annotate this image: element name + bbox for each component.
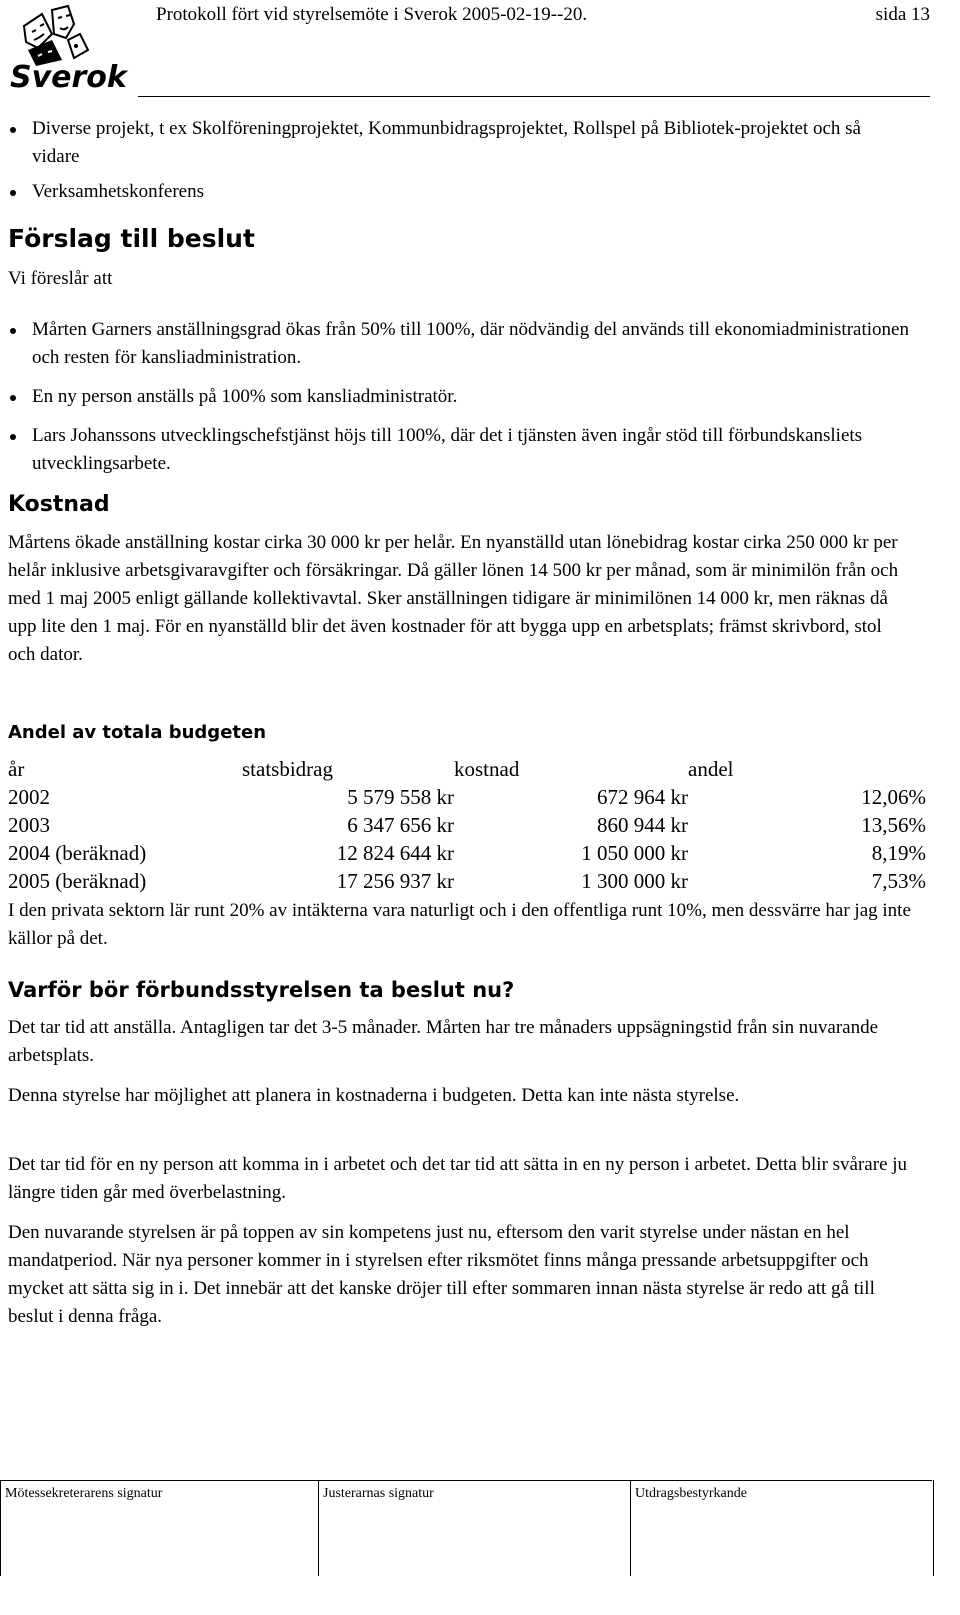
column-header-kostnad: kostnad xyxy=(454,757,520,781)
kostnad-paragraph: Mårtens ökade anställning kostar cirka 30 000 kr per helår. En nyanställd utan lönebidrag kostar cirka 250 000 kr per helår inklusive arbetsgivaravgifter och försäkringar. Då gäller lönen 14 500 kr per månad, som är minimilön från och med 1 maj 2005 enligt gällande kollektivavtal. Sker anställningen tidigare är minimilönen 14 000 kr, men räknas då upp lite den 1 maj. För en nyanställd blir det även kostnader för att bygga upp en arbetsplats; främst skrivbord, stol och dator. xyxy=(8,532,899,665)
list-item xyxy=(8,115,913,171)
header-divider xyxy=(138,96,930,97)
budget-note: I den privata sektorn lär runt 20% av intäkterna vara naturligt och i den offentliga runt 10%, men dessvärre har jag inte källor på det. xyxy=(8,900,911,949)
table-header-row xyxy=(8,755,926,783)
table-row xyxy=(8,839,926,867)
cell-andel: 13,56% xyxy=(861,813,926,837)
cell-kostnad: 860 944 kr xyxy=(597,813,688,837)
signature-box-secretary xyxy=(0,1480,319,1576)
signature-box-excerpt xyxy=(630,1480,934,1576)
header-title: Protokoll fört vid styrelsemöte i Sverok 2005-02-19--20. xyxy=(156,4,588,25)
cell-andel: 8,19% xyxy=(871,841,926,865)
table-row xyxy=(8,783,926,811)
list-item-text: Diverse projekt, t ex Skolföreningprojektet, Kommunbidragsprojektet, Rollspel på Bibliotek-projektet och så vidare xyxy=(32,118,861,167)
list-item-text: Verksamhetskonferens xyxy=(32,181,205,202)
cell-andel: 7,53% xyxy=(871,869,926,893)
varfor-paragraph: Denna styrelse har möjlighet att planera in kostnaderna i budgeten. Detta kan inte nästa styrelse. xyxy=(8,1085,740,1106)
project-bullet-list xyxy=(8,115,913,206)
list-item-text: En ny person anställs på 100% som kansliadministratör. xyxy=(32,386,458,407)
column-header-andel: andel xyxy=(688,757,734,781)
cell-year: 2004 (beräknad) xyxy=(8,841,147,865)
section-heading-varfor: Varför bör förbundsstyrelsen ta beslut nu? xyxy=(8,978,515,1002)
cell-kostnad: 672 964 kr xyxy=(597,785,688,809)
cell-kostnad: 1 300 000 kr xyxy=(581,869,688,893)
forslag-intro: Vi föreslår att xyxy=(8,268,113,289)
column-header-statsbidrag: statsbidrag xyxy=(242,757,333,781)
signature-label-secretary: Mötessekreterarens signatur xyxy=(5,1486,163,1501)
table-row xyxy=(8,811,926,839)
page-number: sida 13 xyxy=(875,4,930,25)
sverok-logo xyxy=(8,4,136,96)
varfor-paragraph: Det tar tid att anställa. Antagligen tar det 3-5 månader. Mårten har tre månaders uppsägningstid från sin nuvarande arbetsplats. xyxy=(8,1017,879,1066)
table-row xyxy=(8,867,926,895)
cell-statsbidrag: 5 579 558 kr xyxy=(347,785,454,809)
signature-label-excerpt: Utdragsbestyrkande xyxy=(635,1486,747,1501)
cell-statsbidrag: 6 347 656 kr xyxy=(347,813,454,837)
list-item-text: Mårten Garners anställningsgrad ökas från 50% till 100%, där nödvändig del används till ekonomiadministrationen och resten för kansliadministration. xyxy=(32,319,909,368)
varfor-paragraph: Det tar tid för en ny person att komma in i arbetet och det tar tid att sätta in en ny person i arbetet. Detta blir svårare ju längre tiden går med överbelastning. xyxy=(8,1154,908,1203)
varfor-paragraph: Den nuvarande styrelsen är på toppen av sin kompetens just nu, eftersom den varit styrelse under nästan en hel mandatperiod. När nya personer kommer in i styrelsen efter riksmötet finns många pressande arbetsuppgifter och mycket att sätta sig in i. Det innebär att det kanske dröjer till efter sommaren innan nästa styrelse är redo att gå till beslut i denna fråga. xyxy=(8,1222,875,1327)
cell-kostnad: 1 050 000 kr xyxy=(581,841,688,865)
logo-text: Sverok xyxy=(10,60,127,95)
budget-table xyxy=(8,755,926,895)
section-heading-kostnad: Kostnad xyxy=(8,492,110,517)
signature-label-adjusters: Justerarnas signatur xyxy=(323,1486,434,1501)
cell-year: 2002 xyxy=(8,785,50,809)
list-item xyxy=(8,383,913,411)
cell-year: 2005 (beräknad) xyxy=(8,869,147,893)
cell-statsbidrag: 17 256 937 kr xyxy=(336,869,454,893)
forslag-bullet-list xyxy=(8,316,913,478)
list-item xyxy=(8,178,913,206)
cell-year: 2003 xyxy=(8,813,50,837)
cell-andel: 12,06% xyxy=(861,785,926,809)
signature-box-adjusters xyxy=(318,1480,631,1576)
list-item xyxy=(8,422,913,478)
list-item-text: Lars Johanssons utvecklingschefstjänst höjs till 100%, där det i tjänsten även ingår stöd till förbundskansliets utvecklingsarbete. xyxy=(32,425,863,474)
cell-statsbidrag: 12 824 644 kr xyxy=(336,841,454,865)
section-heading-budget: Andel av totala budgeten xyxy=(8,722,267,743)
list-item xyxy=(8,316,913,372)
section-heading-forslag: Förslag till beslut xyxy=(8,224,255,253)
column-header-year: år xyxy=(8,757,25,781)
